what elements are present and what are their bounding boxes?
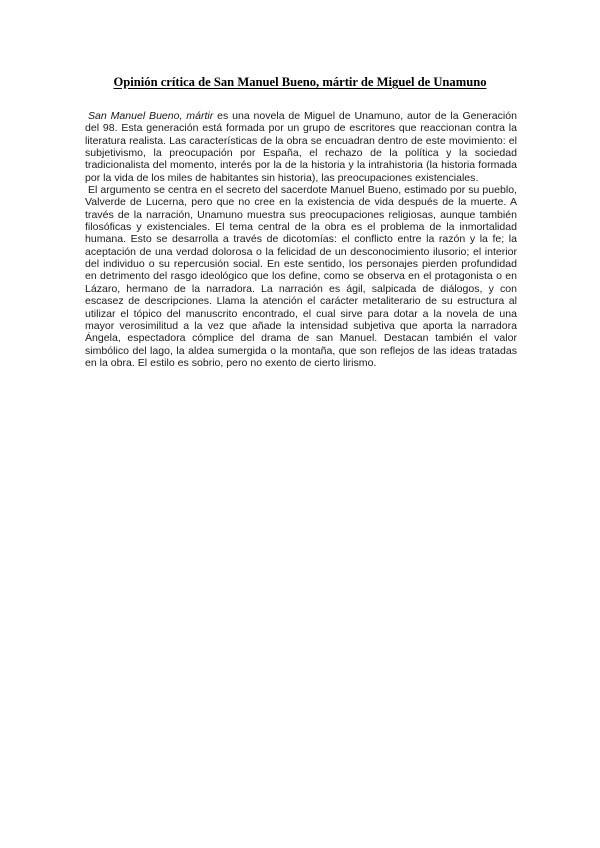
paragraph-intro [85, 110, 517, 184]
paragraph-intro-text: es una novela de Miguel de Unamuno, autor de la Generación del 98. Esta generación está formada por un grupo de escritores que reaccionan contra la literatura realista. Las características de la obra se encuadran dentro de este movimiento: el subjetivismo, la preocupación por España, el rechazo de la política y la sociedad tradicionalista del momento, interés por la de la historia y la intrahistoria (la historia formada por la vida de los miles de habitantes sin historia), las preocupaciones existenciales. [85, 110, 518, 184]
paragraph-argument: El argumento se centra en el secreto del sacerdote Manuel Bueno, estimado por su pueblo, Valverde de Lucerna, pero que no cree en la existencia de vida después de la muerte. A través de la narración, Unamuno muestra sus preocupaciones religiosas, aunque también filosóficas y existenciales. El tema central de la obra es el problema de la inmortalidad humana. Esto se desarrolla a través de dicotomías: el conflicto entre la razón y la fe; la aceptación de una verdad dolorosa o la felicidad de un desconocimiento ilusorio; el interior del individuo o su repercusión social. En este sentido, los personajes pierden profundidad en detrimento del rasgo ideológico que los define, como se observa en el protagonista o en Lázaro, hermano de la narradora. La narración es ágil, salpicada de diálogos, y con escasez de descripciones. Llama la atención el carácter metaliterario de su estructura al utilizar el tópico del manuscrito encontrado, el cual sirve para dotar a la novela de una mayor verosimilitud a la vez que añade la intensidad subjetiva que aporta la narradora Ángela, espectadora cómplice del drama de san Manuel. Destacan también el valor simbólico del lago, la aldea sumergida o la montaña, que son reflejos de las ideas tratadas en la obra. El estilo es sobrio, pero no exento de cierto lirismo. [85, 184, 517, 369]
document-title: Opinión crítica de San Manuel Bueno, mártir de Miguel de Unamuno [113, 75, 487, 89]
document-body [85, 110, 517, 369]
novel-title-italic: San Manuel Bueno, mártir [88, 110, 214, 122]
